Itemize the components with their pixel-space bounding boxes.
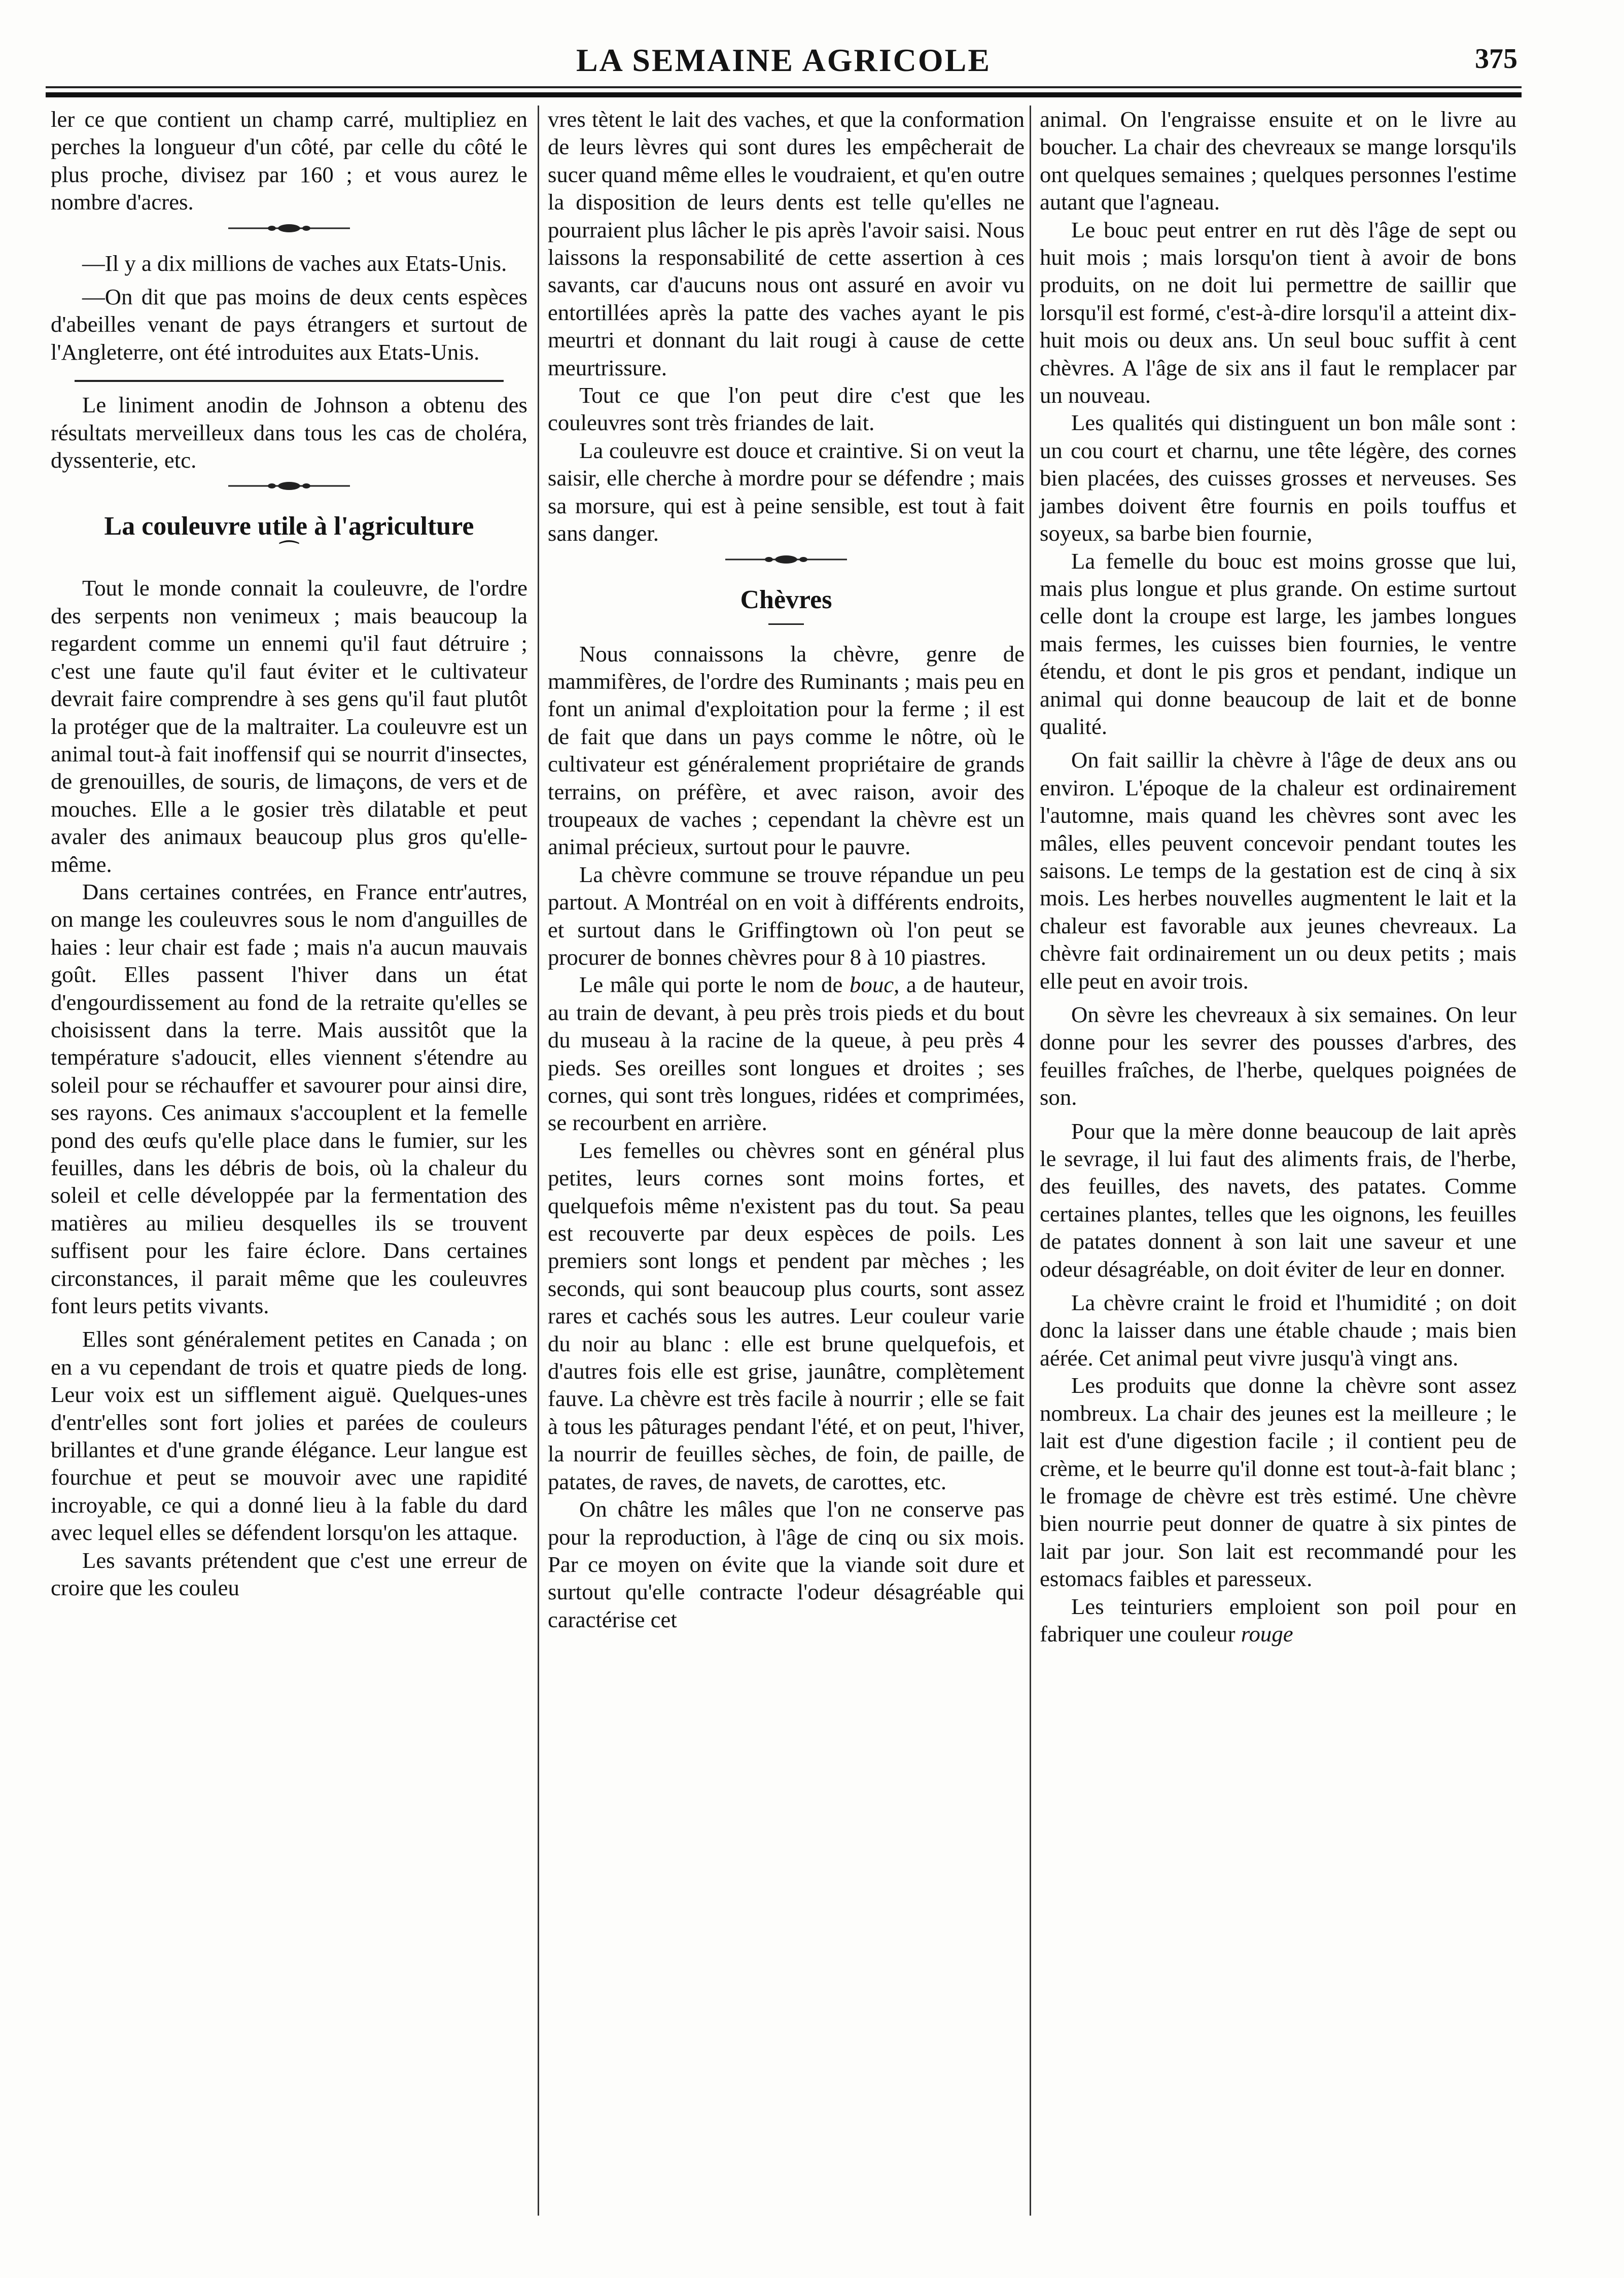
paragraph: On châtre les mâles que l'on ne conserve pas pour la reproduction, à l'âge de cinq ou six mois. Par ce moyen on évite que la viande soit dure et surtout qu'elle contracte l'odeur désagréable qui caractérise cet xyxy=(548,1496,1025,1632)
header-rule-thick xyxy=(46,92,1522,97)
text-run: Le mâle qui porte le nom de xyxy=(579,972,850,998)
paragraph: animal. On l'engraisse ensuite et on le livre au boucher. La chair des chevreaux se mange lorsqu'ils ont quelques semaines ; quelques personnes l'estime autant que l'agneau. xyxy=(1040,107,1516,215)
paragraph: La chèvre craint le froid et l'humidité ; on doit donc la laisser dans une étable chaude ; mais bien aérée. Cet animal peut vivre jusqu'à vingt ans. xyxy=(1040,1290,1516,1371)
page-header xyxy=(46,41,1522,81)
paragraph: Tout ce que l'on peut dire c'est que les couleuvres sont très friandes de lait. xyxy=(548,382,1025,436)
heading-dash xyxy=(768,623,804,625)
column-separator xyxy=(1030,106,1031,2216)
article-heading: Chèvres xyxy=(740,585,832,614)
paragraph: Tout le monde connait la couleuvre, de l'ordre des serpents non venimeux ; mais beaucoup la regardent comme un ennemi qu'il faut détruire ; c'est une faute qu'il faut éviter et le cultivateur devrait faire comprendre à ses gens qu'il faut plutôt la protéger que de la maltraiter. La couleuvre est un animal tout-à fait inoffensif qui se nourrit d'insectes, de grenouilles, de souris, de limaçons, de vers et de mouches. Elle a le gosier très dilatable et peut avaler des animaux beaucoup plus gros qu'elle-même. xyxy=(51,575,527,877)
paragraph: Le bouc peut entrer en rut dès l'âge de sept ou huit mois ; mais lorsqu'on tient à avoir de bons produits, on ne doit lui permettre de saillir que lorsqu'il est formé, c'est-à-dire lorsqu'il a atteint dix-huit mois ou deux ans. Un seul bouc suffit à cent chèvres. A l'âge de six ans il faut le remplacer par un nouveau. xyxy=(1040,217,1516,408)
paragraph: —On dit que pas moins de deux cents espèces d'abeilles venant de pays étrangers et surtout de l'Angleterre, ont été introduites aux Etats-Unis. xyxy=(51,284,527,365)
paragraph: vres tètent le lait des vaches, et que la conformation de leurs lèvres qui sont dures les empêcherait de sucer quand même elles le voudraient, et qu'en outre la disposition de leurs dents est telle qu'elles ne pourraient plus lâcher le pis après l'avoir saisi. Nous laissons la responsabilité de cette assertion à ces savants, car d'aucuns nous ont assuré en avoir vu entortillées après la patte des vaches ayant le pis meurtri et donnant du lait rougi à cause de cette meurtrissure. xyxy=(548,107,1025,380)
paragraph: La couleuvre est douce et craintive. Si on veut la saisir, elle cherche à mordre pour se défendre ; mais sa morsure, qui est à peine sensible, est tout à fait sans danger. xyxy=(548,437,1025,546)
heading-ornament: ⁀ xyxy=(280,541,298,567)
column-separator xyxy=(538,106,539,2216)
paragraph: Les savants prétendent que c'est une erreur de croire que les couleu xyxy=(51,1547,527,1601)
paragraph: Le liniment anodin de Johnson a obtenu des résultats merveilleux dans tous les cas de choléra, dyssenterie, etc. xyxy=(51,392,527,473)
paragraph: —Il y a dix millions de vaches aux Etats-Unis. xyxy=(82,250,507,276)
paragraph: La chèvre commune se trouve répandue un peu partout. A Montréal on en voit à différents endroits, et surtout dans le Griffingtown où l'on peut se procurer de bonnes chèvres pour 8 à 10 piastres. xyxy=(548,861,1025,970)
paragraph: Les femelles ou chèvres sont en général plus petites, leurs cornes sont moins fortes, et quelquefois même n'existent pas du tout. Sa peau est recouverte par deux espèces de poils. Les premiers sont longs et pendent par mèches ; les seconds, qui sont beaucoup plus courts, sont assez rares et cachés sous les autres. Leur couleur varie du noir au blanc : elle est brune quelquefois, et d'autres fois elle est grise, jaunâtre, complètement fauve. La chèvre est très facile à nourrir ; elle se fait à tous les pâturages pendant l'été, et on peut, l'hiver, la nourrir de feuilles sèches, de foin, de paille, de patates, de raves, de navets, de carottes, etc. xyxy=(548,1137,1025,1494)
paragraph xyxy=(548,971,1025,1136)
ornamental-divider xyxy=(548,553,1025,581)
paragraph: ler ce que contient un champ carré, multipliez en perches la longueur d'un côté, par celle du côté le plus proche, divisez par 160 ; et vous aurez le nombre d'acres. xyxy=(51,107,527,215)
column-3 xyxy=(1040,106,1516,1648)
divider-rule xyxy=(75,380,504,382)
paragraph: On sèvre les chevreaux à six semaines. On leur donne pour les sevrer des pousses d'arbres, des feuilles fraîches, de l'herbe, quelques poignées de son. xyxy=(1040,1002,1516,1110)
paragraph: Les qualités qui distinguent un bon mâle sont : un cou court et charnu, une tête légère, des cornes bien placées, des cuisses grosses et nerveuses. Ses jambes doivent être fournis en poils touffus et soyeux, sa barbe bien fournie, xyxy=(1040,410,1516,546)
paragraph: Les produits que donne la chèvre sont assez nombreux. La chair des jeunes est la meilleure ; le lait est d'une digestion facile ; il contient peu de crème, et le beurre qu'il donne est tout-à-fait blanc ; le fromage de chèvre est très estimé. Une chèvre bien nourrie peut donner de quatre à six pintes de lait par jour. Son lait est recommandé pour les estomacs faibles et paresseux. xyxy=(1040,1373,1516,1592)
publication-title: LA SEMAINE AGRICOLE xyxy=(576,42,992,78)
italic-term: rouge xyxy=(1241,1621,1293,1646)
paragraph: On fait saillir la chèvre à l'âge de deux ans ou environ. L'époque de la chaleur est ordinairement l'automne, mais quand les chèvres sont avec les mâles, elles peuvent concevoir pendant toutes les saisons. Le temps de la gestation est de cinq à six mois. Les herbes nouvelles augmentent le lait et la chaleur est favorable aux jeunes chevreaux. La chèvre fait ordinairement un ou deux petits ; mais elle peut en avoir trois. xyxy=(1040,747,1516,994)
paragraph: Elles sont généralement petites en Canada ; on en a vu cependant de trois et quatre pieds de long. Leur voix est un sifflement aiguë. Quelques-unes d'entr'elles sont fort jolies et parées de couleurs brillantes et d'une grande élégance. Leur langue est fourchue et peut se mouvoir avec une rapidité incroyable, ce qui a donné lieu à la fable du dard avec lequel elles se défendent lorsqu'on les attaque. xyxy=(51,1326,527,1546)
column-2 xyxy=(548,106,1025,1633)
paragraph: Pour que la mère donne beaucoup de lait après le sevrage, il lui faut des aliments frais, de l'herbe, des feuilles, des navets, des patates. Comme certaines plantes, telles que les oignons, les feuilles de patates donnent à son lait une saveur et une odeur désagréable, on doit éviter de leur en donner. xyxy=(1040,1118,1516,1282)
ornamental-divider xyxy=(51,480,527,507)
paragraph: La femelle du bouc est moins grosse que lui, mais plus longue et plus grande. On estime surtout celle dont la croupe est large, les jambes longues mais fermes, les cuisses bien fournies, le ventre étendu, et dont le pis gros et pendant, indique un animal qui donne beaucoup de lait et de bonne qualité. xyxy=(1040,548,1516,739)
paragraph: Dans certaines contrées, en France entr'autres, on mange les couleuvres sous le nom d'anguilles de haies : leur chair est fade ; mais n'a aucun mauvais goût. Elles passent l'hiver dans un état d'engourdissement au fond de la retraite qu'elles se choisissent dans la terre. Mais aussitôt que la température s'adoucit, elles viennent s'étendre au soleil pour se réchauffer et savourer pour ainsi dire, ses rayons. Ces animaux s'accouplent et la femelle pond des œufs qu'elle place dans le fumier, sur les feuilles, dans les débris de bois, où la chaleur du soleil et celle développée par la fermentation des matières au milieu desquelles ils se trouvent suffisent pour les faire éclore. Dans certaines circonstances, il parait même que les couleuvres font leurs petits vivants. xyxy=(51,879,527,1319)
article-heading: La couleuvre utile à l'agriculture xyxy=(104,512,474,541)
ornamental-divider xyxy=(51,222,527,250)
paragraph xyxy=(1040,1593,1516,1648)
page-number: 375 xyxy=(1475,43,1517,75)
text-run: , a de hauteur, au train de devant, à peu près trois pieds et du bout du museau à la racine de la queue, à peu près 4 pieds. Ses oreilles sont longues et droites ; ses cornes, qui sont très longues, ridées et comprimées, se recourbent en arrière. xyxy=(548,972,1025,1136)
column-1 xyxy=(51,106,527,1602)
text-run: Les teinturiers emploient son poil pour en fabriquer une couleur xyxy=(1040,1593,1516,1646)
italic-term: bouc xyxy=(850,972,894,998)
header-rule-thin xyxy=(46,86,1522,88)
paragraph: Nous connaissons la chèvre, genre de mammifères, de l'ordre des Ruminants ; mais peu en font un animal d'exploitation pour la ferme ; il est de fait que dans un pays comme le nôtre, où le cultivateur est généralement propriétaire de grands terrains, on préfère, et avec raison, avoir des troupeaux de vaches ; cependant la chèvre est un animal précieux, surtout pour le pauvre. xyxy=(548,641,1025,860)
